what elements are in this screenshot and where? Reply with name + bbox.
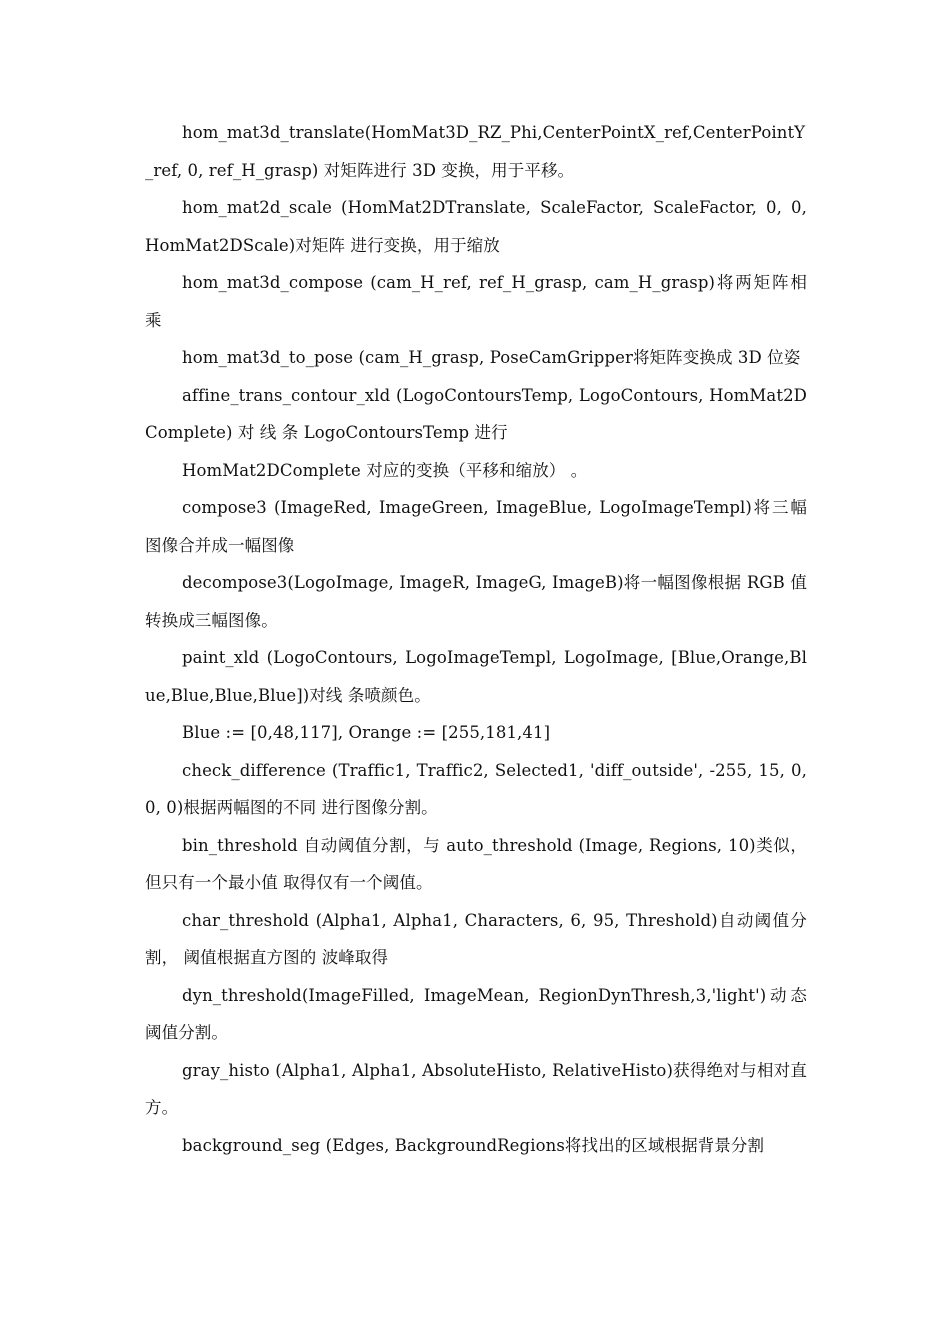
paragraph: HomMat2DComplete 对应的变换（平移和缩放） 。 <box>182 460 588 480</box>
paragraph: Blue := [0,48,117], Orange := [255,181,41] <box>182 723 551 742</box>
paragraph: paint_xld (LogoContours, LogoImageTempl, LogoImage, [Blue,Orange,Blue,Blue,Blue,Blue])对线 条喷颜色。 <box>145 648 807 705</box>
paragraph: char_threshold (Alpha1, Alpha1, Characters, 6, 95, Threshold)自动阈值分割， 阈值根据直方图的 波峰取得 <box>145 910 807 967</box>
paragraph: hom_mat3d_to_pose (cam_H_grasp, PoseCamGripper将矩阵变换成 3D 位姿 <box>182 348 801 367</box>
paragraph: decompose3(LogoImage, ImageR, ImageG, ImageB)将一幅图像根据 RGB 值转换成三幅图像。 <box>145 573 807 630</box>
paragraph: bin_threshold 自动阈值分割，与 auto_threshold (Image, Regions, 10)类似，但只有一个最小值 取得仅有一个阈值。 <box>145 835 807 892</box>
paragraph: hom_mat3d_compose (cam_H_ref, ref_H_grasp, cam_H_grasp)将两矩阵相乘 <box>145 273 807 330</box>
paragraph: background_seg (Edges, BackgroundRegions将找出的区域根据背景分割 <box>182 1135 765 1155</box>
paragraph: dyn_threshold(ImageFilled, ImageMean, RegionDynThresh,3,'light')动态阈值分割。 <box>145 985 807 1042</box>
document-body <box>145 114 807 1164</box>
paragraph: affine_trans_contour_xld (LogoContoursTemp, LogoContours, HomMat2DComplete) 对 线 条 LogoContoursTemp 进行 <box>145 385 807 442</box>
paragraph: compose3 (ImageRed, ImageGreen, ImageBlue, LogoImageTempl)将三幅图像合并成一幅图像 <box>145 498 807 555</box>
paragraph: gray_histo (Alpha1, Alpha1, AbsoluteHisto, RelativeHisto)获得绝对与相对直方。 <box>145 1060 807 1117</box>
paragraph: hom_mat2d_scale (HomMat2DTranslate, ScaleFactor, ScaleFactor, 0, 0, HomMat2DScale)对矩阵 进行变换，用于缩放 <box>145 198 807 255</box>
paragraph: hom_mat3d_translate(HomMat3D_RZ_Phi,CenterPointX_ref,CenterPointY_ref, 0, ref_H_grasp) 对矩阵进行 3D 变换，用于平移。 <box>145 123 806 180</box>
paragraph: check_difference (Traffic1, Traffic2, Selected1, 'diff_outside', -255, 15, 0, 0, 0)根据两幅图的不同 进行图像分割。 <box>145 760 807 817</box>
